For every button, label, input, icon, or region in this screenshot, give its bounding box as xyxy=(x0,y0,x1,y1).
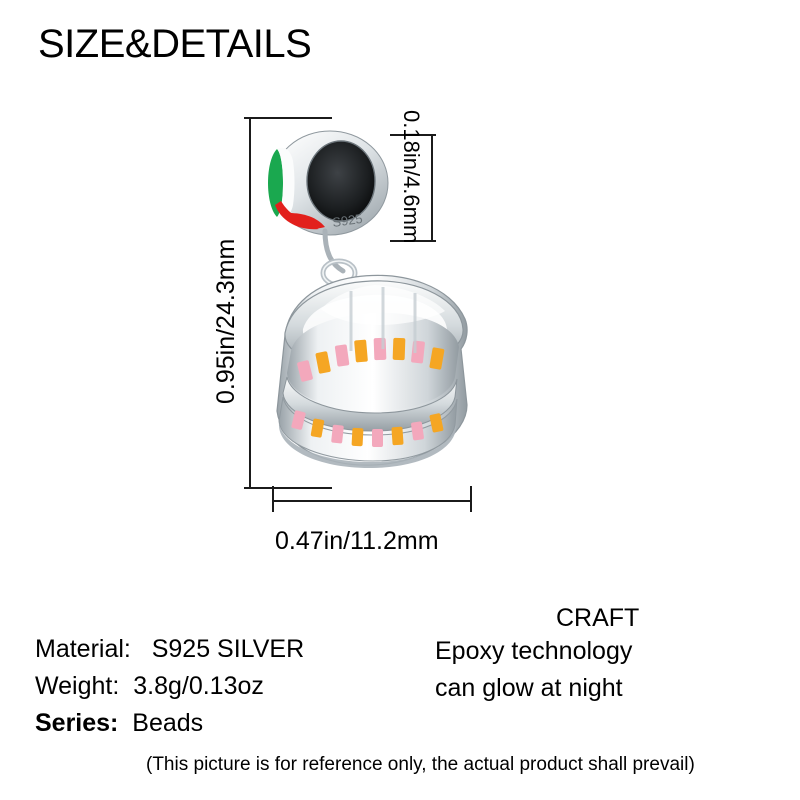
width-dimension-label: 0.47in/11.2mm xyxy=(275,527,439,555)
disclaimer-text: (This picture is for reference only, the actual product shall prevail) xyxy=(146,754,695,775)
hole-dimension-label: 0.18in/4.6mm xyxy=(399,110,424,244)
material-value: S925 SILVER xyxy=(151,635,305,663)
series-row xyxy=(35,709,203,738)
craft-line-2: can glow at night xyxy=(435,674,623,702)
arcade-band-upper xyxy=(287,313,459,411)
height-dimension-line xyxy=(249,117,251,488)
height-dimension-label: 0.95in/24.3mm xyxy=(212,238,240,404)
weight-value: 3.8g/0.13oz xyxy=(133,672,264,700)
page-title: SIZE&DETAILS xyxy=(38,22,312,66)
series-value: Beads xyxy=(132,709,204,737)
width-dimension-line xyxy=(272,500,472,502)
charm-connector xyxy=(323,231,355,285)
charm-bail xyxy=(268,131,388,235)
weight-row xyxy=(35,672,264,701)
series-label: Series: xyxy=(35,709,119,737)
craft-line-1: Epoxy technology xyxy=(435,637,633,665)
craft-title: CRAFT xyxy=(556,604,640,632)
weight-label: Weight: xyxy=(35,672,120,700)
material-row xyxy=(35,635,304,664)
colosseum-pendant xyxy=(277,275,467,468)
silver-stamp: S925 xyxy=(331,210,364,230)
material-label: Material: xyxy=(35,635,131,663)
charm-illustration xyxy=(255,105,495,495)
